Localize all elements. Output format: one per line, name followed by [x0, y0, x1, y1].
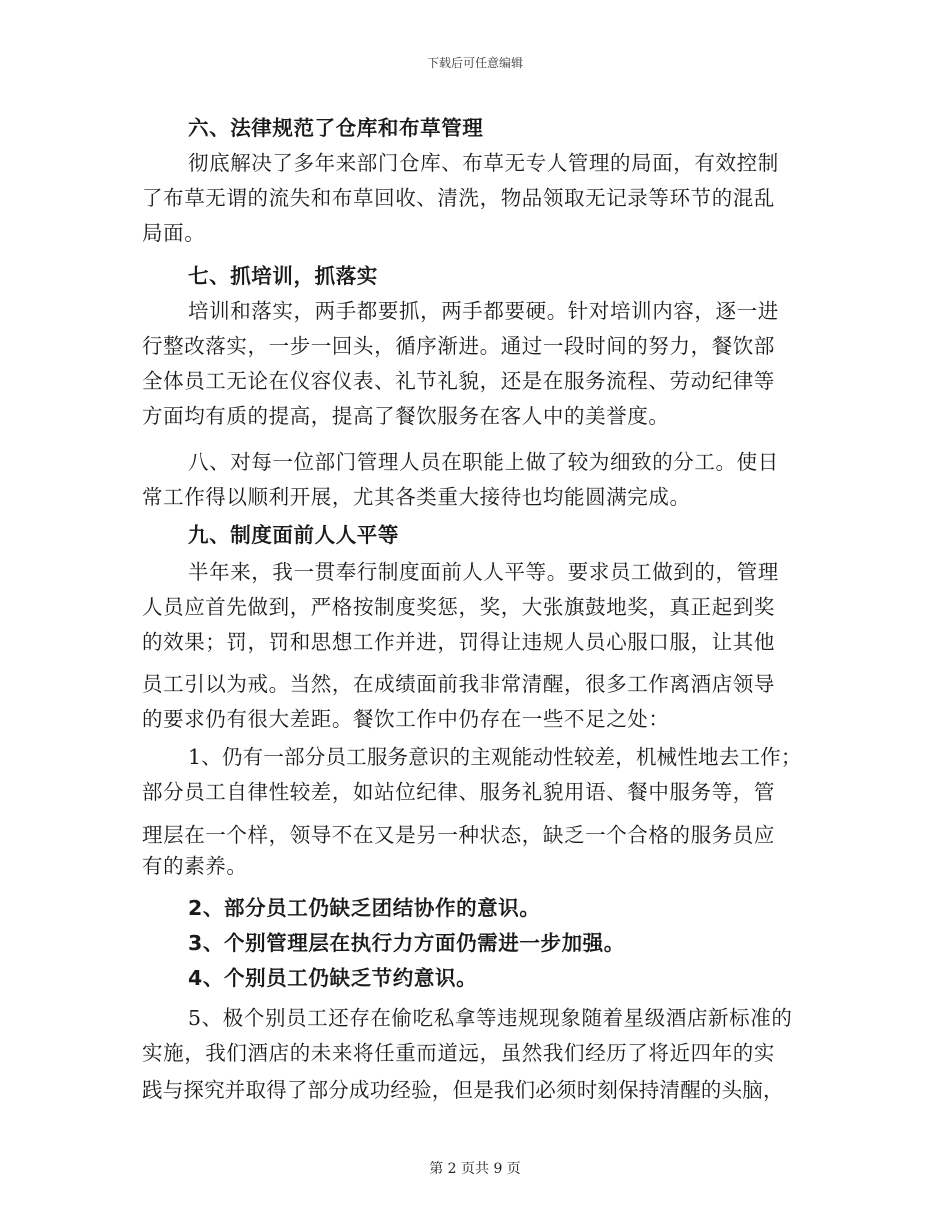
- paragraph-line: 半年来，我一贯奉行制度面前人人平等。要求员工做到的，管理: [188, 560, 779, 584]
- paragraph-line: 彻底解决了多年来部门仓库、布草无专人管理的局面，有效控制: [188, 151, 779, 175]
- page-footer: 第 2 页共 9 页: [429, 1161, 521, 1177]
- paragraph-line: 行整改落实，一步一回头，循序渐进。通过一段时间的努力，餐饮部: [142, 334, 775, 358]
- paragraph-line: 员工引以为戒。当然，在成绩面前我非常清醒，很多工作离酒店领导: [142, 672, 775, 696]
- list-item-1: 1、仍有一部分员工服务意识的主观能动性较差，机械性地去工作；: [188, 745, 802, 769]
- paragraph-line: 了布草无谓的流失和布草回收、清洗，物品领取无记录等环节的混乱: [142, 186, 775, 210]
- list-item-2: 2、部分员工仍缺乏团结协作的意识。: [188, 896, 541, 920]
- section-heading-9: 九、制度面前人人平等: [188, 523, 399, 547]
- list-item-5: 5、极个别员工还存在偷吃私拿等违规现象随着星级酒店新标准的: [188, 1006, 793, 1030]
- paragraph-line: 人员应首先做到，严格按制度奖惩，奖，大张旗鼓地奖，真正起到奖: [142, 595, 775, 619]
- paragraph-line: 全体员工无论在仪容仪表、礼节礼貌，还是在服务流程、劳动纪律等: [142, 369, 775, 393]
- section-heading-6: 六、法律规范了仓库和布草管理: [188, 116, 484, 140]
- paragraph-line: 践与探究并取得了部分成功经验，但是我们必须时刻保持清醒的头脑，: [142, 1078, 784, 1102]
- paragraph-line: 培训和落实，两手都要抓，两手都要硬。针对培训内容，逐一进: [188, 299, 779, 323]
- paragraph-line: 部分员工自律性较差，如站位纪律、服务礼貌用语、餐中服务等，管: [142, 780, 775, 804]
- paragraph-line: 实施，我们酒店的未来将任重而道远，虽然我们经历了将近四年的实: [142, 1041, 775, 1065]
- paragraph-line: 的效果；罚，罚和思想工作并进，罚得让违规人员心服口服，让其他: [142, 630, 775, 654]
- list-item-4: 4、个别员工仍缺乏节约意识。: [188, 966, 478, 990]
- paragraph-line: 理层在一个样，领导不在又是另一种状态，缺乏一个合格的服务员应: [142, 823, 775, 847]
- page-header: 下载后可任意编辑: [426, 56, 523, 70]
- section-heading-7: 七、抓培训，抓落实: [188, 264, 378, 288]
- paragraph-line: 局面。: [142, 221, 206, 245]
- paragraph-line: 的要求仍有很大差距。餐饮工作中仍存在一些不足之处：: [142, 707, 670, 731]
- paragraph-line: 方面均有质的提高，提高了餐饮服务在客人中的美誉度。: [142, 404, 670, 428]
- paragraph-line: 常工作得以顺利开展，尤其各类重大接待也均能圆满完成。: [142, 485, 691, 509]
- section-8-line: 八、对每一位部门管理人员在职能上做了较为细致的分工。使日: [188, 450, 779, 474]
- paragraph-line: 有的素养。: [142, 854, 248, 878]
- list-item-3: 3、个别管理层在执行力方面仍需进一步加强。: [188, 931, 625, 955]
